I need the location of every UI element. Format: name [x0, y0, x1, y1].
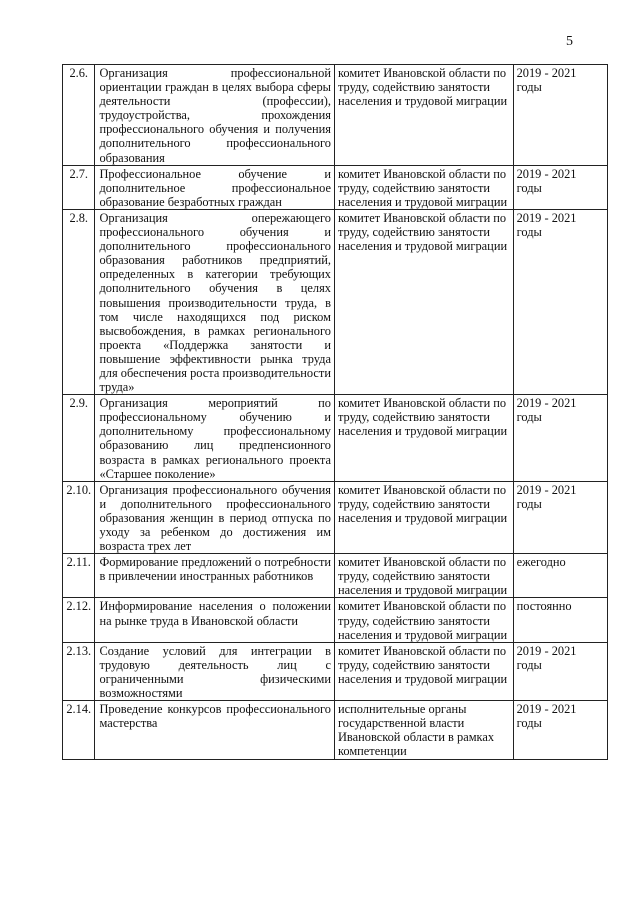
measure-title: Организация мероприятий по профессиональному обучению и дополнительному профессиональному образованию лиц предпенсионного возраста в рамках регионального проекта «Старшее поколение» — [95, 395, 335, 482]
table-row — [63, 554, 608, 598]
row-number: 2.8. — [63, 209, 95, 394]
measure-title: Формирование предложений о потребности в привлечении иностранных работников — [95, 554, 335, 598]
measures-table — [62, 64, 608, 760]
term: 2019 - 2021 годы — [513, 395, 607, 482]
term: 2019 - 2021 годы — [513, 701, 607, 759]
table-row — [63, 395, 608, 482]
executor: комитет Ивановской области по труду, содействию занятости населения и трудовой миграции — [334, 481, 513, 553]
term: ежегодно — [513, 554, 607, 598]
row-number: 2.14. — [63, 701, 95, 759]
table-row — [63, 642, 608, 700]
table-row — [63, 701, 608, 759]
table-row — [63, 165, 608, 209]
executor: комитет Ивановской области по труду, содействию занятости населения и трудовой миграции — [334, 209, 513, 394]
page-number: 5 — [566, 34, 573, 49]
term: 2019 - 2021 годы — [513, 481, 607, 553]
table-row — [63, 209, 608, 394]
executor: комитет Ивановской области по труду, содействию занятости населения и трудовой миграции — [334, 165, 513, 209]
row-number: 2.10. — [63, 481, 95, 553]
row-number: 2.6. — [63, 65, 95, 166]
term: постоянно — [513, 598, 607, 642]
term: 2019 - 2021 годы — [513, 642, 607, 700]
executor: комитет Ивановской области по труду, содействию занятости населения и трудовой миграции — [334, 395, 513, 482]
measure-title: Профессиональное обучение и дополнительное профессиональное образование безработных граждан — [95, 165, 335, 209]
measure-title: Организация профессионального обучения и дополнительного профессионального образования женщин в период отпуска по уходу за ребенком до достижения им возраста трех лет — [95, 481, 335, 553]
measure-title: Информирование населения о положении на рынке труда в Ивановской области — [95, 598, 335, 642]
table-row — [63, 598, 608, 642]
table-row — [63, 65, 608, 166]
executor: комитет Ивановской области по труду, содействию занятости населения и трудовой миграции — [334, 642, 513, 700]
executor: комитет Ивановской области по труду, содействию занятости населения и трудовой миграции — [334, 554, 513, 598]
row-number: 2.7. — [63, 165, 95, 209]
executor: комитет Ивановской области по труду, содействию занятости населения и трудовой миграции — [334, 65, 513, 166]
executor: исполнительные органы государственной власти Ивановской области в рамках компетенции — [334, 701, 513, 759]
term: 2019 - 2021 годы — [513, 165, 607, 209]
measure-title: Проведение конкурсов профессионального мастерства — [95, 701, 335, 759]
term: 2019 - 2021 годы — [513, 65, 607, 166]
row-number: 2.12. — [63, 598, 95, 642]
row-number: 2.11. — [63, 554, 95, 598]
measure-title: Организация опережающего профессионального обучения и дополнительного профессионального образования работников предприятий, определенных в категории требующих дополнительного обучения в целях повышения производительности труда, в том числе находящихся под риском высвобождения, в рамках регионального проекта «Поддержка занятости и повышение эффективности рынка труда для обеспечения роста производительности труда» — [95, 209, 335, 394]
term: 2019 - 2021 годы — [513, 209, 607, 394]
measure-title: Создание условий для интеграции в трудовую деятельность лиц с ограниченными физическими возможностями — [95, 642, 335, 700]
table-row — [63, 481, 608, 553]
row-number: 2.13. — [63, 642, 95, 700]
executor: комитет Ивановской области по труду, содействию занятости населения и трудовой миграции — [334, 598, 513, 642]
measure-title: Организация профессиональной ориентации граждан в целях выбора сферы деятельности (профессии), трудоустройства, прохождения профессионального обучения и получения дополнительного профессионального образования — [95, 65, 335, 166]
row-number: 2.9. — [63, 395, 95, 482]
